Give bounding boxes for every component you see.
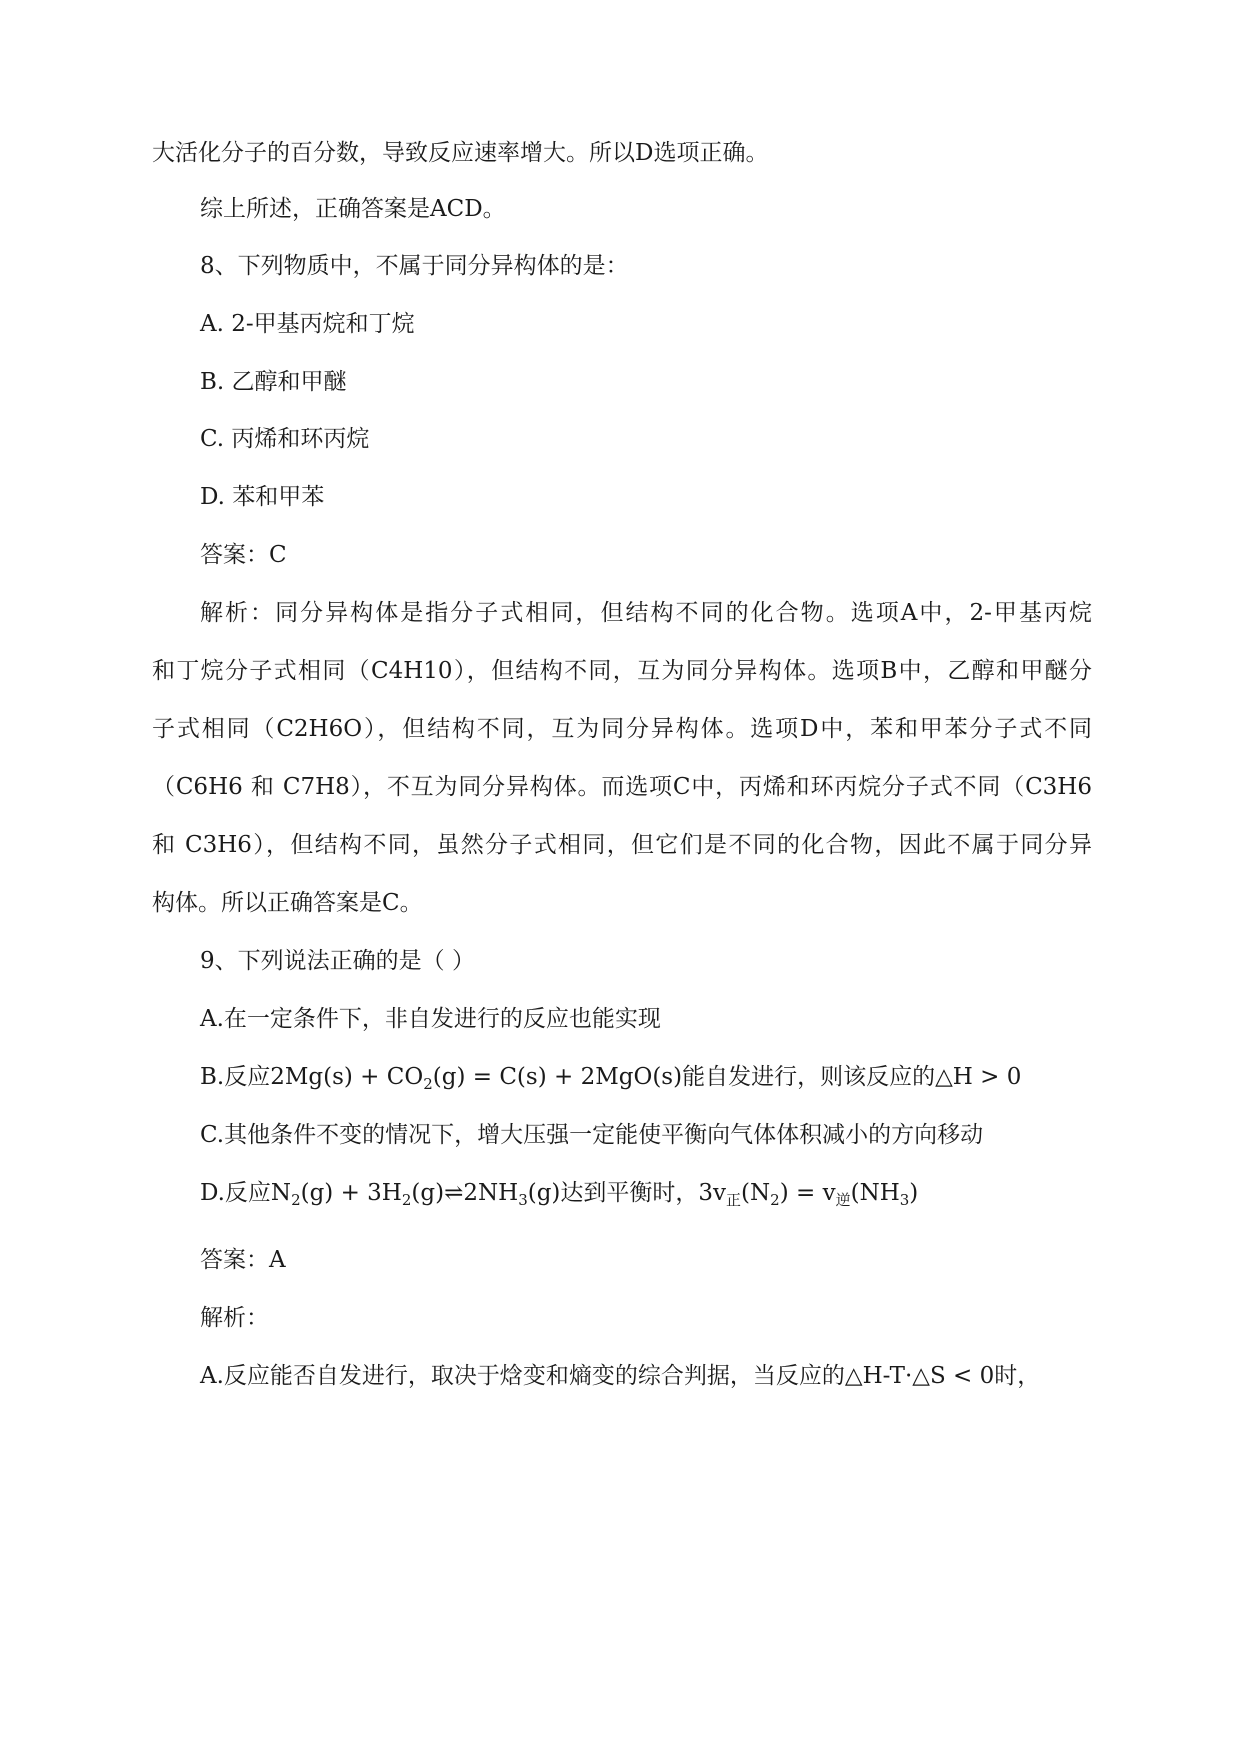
formula-text: (g)⇌2NH bbox=[411, 1180, 519, 1206]
explanation-line-2: 和丁烷分子式相同（C4H10），但结构不同，互为同分异构体。选项B中，乙醇和甲醚分 bbox=[152, 658, 1092, 684]
question-9-explanation-heading: 解析： bbox=[200, 1305, 269, 1331]
subscript: 逆 bbox=[835, 1191, 851, 1209]
question-9-option-c: C.其他条件不变的情况下，增大压强一定能使平衡向气体体积减小的方向移动 bbox=[200, 1122, 984, 1148]
question-9-option-a: A.在一定条件下，非自发进行的反应也能实现 bbox=[200, 1006, 661, 1032]
explanation-line-6: 构体。所以正确答案是C。 bbox=[152, 890, 423, 916]
explanation-line-5: 和 C3H6），但结构不同，虽然分子式相同，但它们是不同的化合物，因此不属于同分异 bbox=[152, 832, 1092, 858]
question-9-explanation-a: A.反应能否自发进行，取决于焓变和熵变的综合判据，当反应的△H-T·△S < 0时， bbox=[200, 1363, 1041, 1389]
subscript: 2 bbox=[423, 1075, 433, 1093]
question-8-option-b: B. 乙醇和甲醚 bbox=[200, 369, 347, 395]
subscript: 3 bbox=[518, 1191, 528, 1209]
question-8-option-c: C. 丙烯和环丙烷 bbox=[200, 426, 370, 452]
question-8-option-a: A. 2-甲基丙烷和丁烷 bbox=[200, 311, 415, 337]
explanation-line-1: 解析：同分异构体是指分子式相同，但结构不同的化合物。选项A中，2-甲基丙烷 bbox=[200, 600, 1092, 626]
formula-text: (NH bbox=[850, 1180, 900, 1206]
question-8: 8、下列物质中，不属于同分异构体的是： bbox=[200, 253, 629, 279]
question-9-option-b bbox=[200, 1062, 1140, 1092]
explanation-line-3: 子式相同（C2H6O），但结构不同，互为同分异构体。选项D中，苯和甲苯分子式不同 bbox=[152, 716, 1092, 742]
formula-text: D.反应N bbox=[200, 1180, 292, 1206]
question-8-answer: 答案：C bbox=[200, 542, 287, 568]
subscript: 2 bbox=[401, 1191, 412, 1209]
question-9-option-d bbox=[200, 1178, 1140, 1208]
formula-text: (g) + 3H bbox=[300, 1180, 402, 1206]
formula-text: (N bbox=[741, 1180, 771, 1206]
question-8-option-d: D. 苯和甲苯 bbox=[200, 484, 325, 510]
formula-text: B.反应2Mg(s) + CO bbox=[200, 1064, 424, 1090]
subscript: 2 bbox=[770, 1191, 780, 1209]
formula-text: ) bbox=[909, 1180, 919, 1206]
formula-text: (g)达到平衡时，3v bbox=[527, 1180, 727, 1206]
explanation-line-4: （C6H6 和 C7H8），不互为同分异构体。而选项C中，丙烯和环丙烷分子式不同（C3H6 bbox=[152, 774, 1092, 800]
question-9-answer: 答案：A bbox=[200, 1247, 286, 1273]
subscript: 2 bbox=[291, 1191, 301, 1209]
summary-line: 综上所述，正确答案是ACD。 bbox=[200, 196, 506, 222]
subscript: 正 bbox=[726, 1191, 742, 1209]
text-line: 大活化分子的百分数，导致反应速率增大。所以D选项正确。 bbox=[152, 140, 769, 166]
formula-text: ) = v bbox=[779, 1180, 836, 1206]
subscript: 3 bbox=[899, 1191, 910, 1209]
question-9: 9、下列说法正确的是（ ） bbox=[200, 948, 475, 974]
formula-text: (g) = C(s) + 2MgO(s)能自发进行，则该反应的△H > 0 bbox=[432, 1064, 1022, 1090]
